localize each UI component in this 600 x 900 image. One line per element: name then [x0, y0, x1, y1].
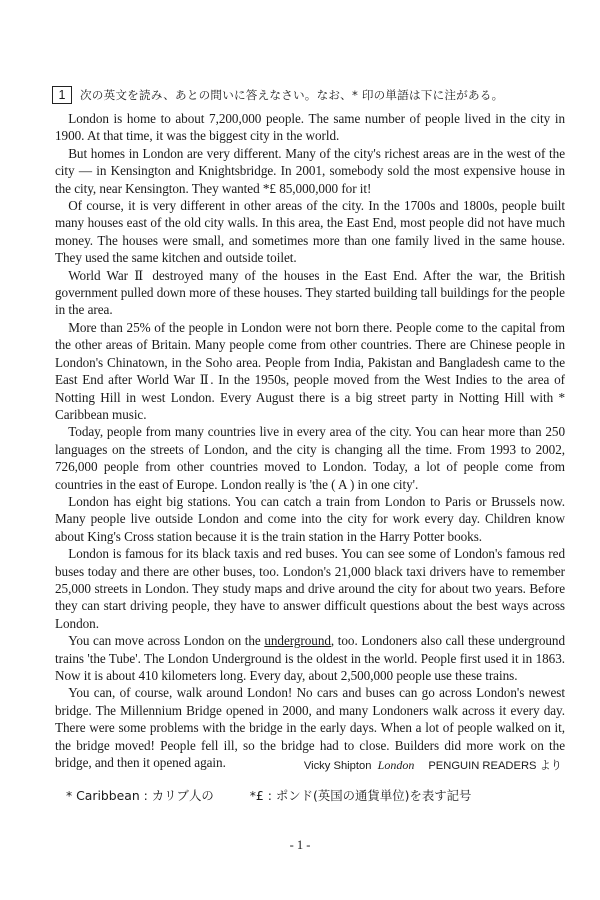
passage-paragraph-1: London is home to about 7,200,000 people. The same number of people lived in the city in 1900. At that time, it was the biggest city in the world. [55, 111, 565, 144]
question-number-box: 1 [52, 86, 72, 104]
passage-paragraph-7: London has eight big stations. You can catch a train from London to Paris or Brussels now. Many people live outside London and come into the city for work every day. Children know about King's Cross station because it is the train station in the Harry Potter books. [55, 493, 565, 544]
passage-paragraph-2: But homes in London are very different. Many of the city's richest areas are in the west of the city — in Kensington and Knightsbridge. In 2001, somebody sold the most expensive house in the city, near Kensington. They wanted *£ 85,000,000 for it! [55, 145, 565, 196]
page-number: - 1 - [289, 838, 311, 852]
passage-paragraph-6: Today, people from many countries live in every area of the city. You can hear more than 250 languages on the streets of London, and the city is changing all the time. From 1993 to 2002, 726,000 people from other countries moved to London. Today, a lot of people come from countries in the east of Europe. London really is 'the ( A ) in one city'. [55, 424, 565, 492]
question-header [52, 84, 572, 106]
passage-paragraph-8: London is famous for its black taxis and red buses. You can see some of London's famous red buses today and there are other buses, too. London's 21,000 black taxi drivers have to remember 25,000 streets in London. They study maps and drive around the city for about two years. Before they can start driving people, they have to answer difficult questions about the best ways across London. [55, 546, 565, 631]
passage-paragraph-3: Of course, it is very different in other areas of the city. In the 1700s and 1800s, people built many houses east of the old city walls. In this area, the East End, most people did not have much money. The houses were small, and sometimes more than one family lived in the same house. They used the same kitchen and outside toilet. [55, 198, 565, 266]
citation-book-title: London [377, 758, 415, 772]
paragraph-9-text-start: You can move across London on the [68, 633, 265, 649]
passage-paragraph-10: You can, of course, walk around London! No cars and buses can go across London's newest bridge. The Millennium Bridge opened in 2000, and many Londoners walk across it every day. There were some problems with the bridge in the early days. When a lot of people walked on it, the bridge moved! People fell ill, so the bridge had to close. Builders did more work on the bridge, and then it opened again. [55, 685, 565, 771]
citation-author: Vicky Shipton [303, 760, 372, 772]
footnote-pound: *£ : ポンド(英国の通貨単位)を表す記号 [249, 788, 472, 803]
passage-paragraph-5: More than 25% of the people in London were not born there. People come to the capital from the other areas of Britain. Many people come from other countries. There are Chinese people in London's Chinatown, in the Soho area. People from India, Pakistan and Bangladesh came to the East End after World War Ⅱ. In the 1950s, people moved from the West Indies to the area of Notting Hill in west London. Every August there is a big street party in Notting Hill with * Caribbean music. [55, 319, 565, 422]
underlined-word: underground [264, 633, 331, 649]
passage-paragraph-4: World War Ⅱ destroyed many of the houses in the East End. After the war, the British government pulled down more of these houses. They started building tall buildings for the people in the area. [55, 267, 565, 318]
footnote-caribbean: * Caribbean : カリブ人の [66, 788, 214, 803]
footnotes [66, 786, 566, 804]
paragraph-9-text-end: , too. Londoners also call these underground trains 'the Tube'. The London Underground is the oldest in the world. People first used it in 1863. Now it is about 410 kilometers long. Every day, about 2,500,000 people use these trains. [55, 633, 565, 683]
question-instruction: 次の英文を読み、あとの問いに答えなさい。なお、* 印の単語は下に注がある。 [80, 88, 504, 102]
source-citation [304, 757, 562, 773]
citation-publisher: PENGUIN READERS より [428, 760, 562, 772]
passage-paragraph-9 [55, 632, 565, 684]
reading-passage [55, 110, 565, 771]
